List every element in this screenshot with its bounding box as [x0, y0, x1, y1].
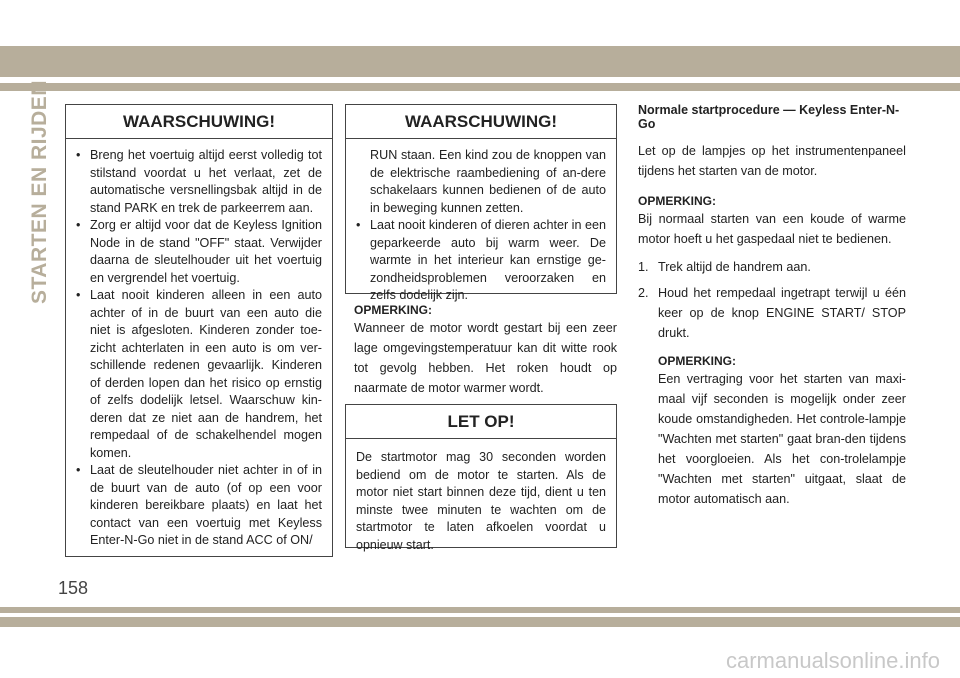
- step-item: [638, 257, 906, 277]
- caution-box: [345, 404, 617, 552]
- step-number: 2.: [638, 286, 649, 300]
- note-label: OPMERKING:: [354, 303, 432, 317]
- warning-list-2: [356, 217, 606, 305]
- warning-continuation: RUN staan. Een kind zou de knoppen van de elektrische raambediening of an-dere schakelaars kunnen bedienen of de auto in beweging kunnen zetten.: [370, 148, 606, 215]
- warning-box-1: [65, 104, 333, 557]
- steps-list: [638, 257, 906, 343]
- section-note-text: Bij normaal starten van een koude of warme motor hoeft u het gaspedaal niet te bedienen.: [638, 212, 906, 246]
- warning-list-1: [76, 147, 322, 550]
- caution-text: De startmotor mag 30 seconden worden bediend om de motor te starten. Als de motor niet start binnen deze tijd, dient u ten minste twee minuten te wachten om de startmotor te laten afkoelen voordat u opnieuw start.: [356, 450, 606, 552]
- step-number: 1.: [638, 260, 649, 274]
- step-note-text: Een vertraging voor het starten van maxi-maal vijf seconden is mogelijk onder zeer koude omstandigheden. Het controle-lampje "Wachten met starten" gaat bran-den tijdens het voorgloeien. Als het con-trolelampje "Wachten met starten" uitgaat, slaat de motor automatisch aan.: [658, 372, 906, 506]
- header-band: [0, 46, 960, 77]
- note-block-1: [354, 302, 617, 398]
- warning-box-2: [345, 104, 617, 302]
- warning-item: • Laat nooit kinderen alleen in een auto achter of in de buurt van een auto die niet is afgesloten. Kinderen zonder toe-zicht achterlaten in een auto is om ver-schillende redenen gevaarlijk. Kinderen of derden lopen dan het risico op ernstig of zelfs dodelijk letsel. Waarschuw kin-deren dat ze niet aan de handrem, het rempedaal of de schakelhendel mogen komen.: [76, 287, 322, 462]
- step-text: Houd het rempedaal ingetrapt terwijl u één keer op de knop ENGINE START/ STOP drukt.: [658, 286, 906, 340]
- section-heading: Normale startprocedure — Keyless Enter-N-Go: [638, 103, 900, 131]
- warning-item: • Laat de sleutelhouder niet achter in of in de buurt van de auto (of op een voor kinderen bereikbare plaats) en laat het contact van een voertuig met Keyless Enter-N-Go niet in de stand ACC of ON/: [76, 462, 322, 550]
- watermark-text: carmanualsonline.info: [725, 648, 940, 673]
- step-note: [638, 353, 906, 509]
- side-chapter-title: [27, 80, 53, 304]
- section-column: [638, 103, 906, 509]
- header-stripe: [0, 83, 960, 91]
- note-text: Wanneer de motor wordt gestart bij een zeer lage omgevingstemperatuur kan dit witte rook tot gevolg hebben. Het roken houdt op naarmate de motor warmer wordt.: [354, 321, 617, 395]
- caution-title: LET OP!: [346, 405, 616, 439]
- footer-stripe: [0, 607, 960, 613]
- section-note-label: OPMERKING:: [638, 194, 716, 208]
- section-intro: Let op de lampjes op het instrumentenpaneel tijdens het starten van de motor.: [638, 144, 906, 178]
- warning-title-1: WAARSCHUWING!: [66, 105, 332, 139]
- step-note-label: OPMERKING:: [658, 354, 736, 368]
- warning-title-2: WAARSCHUWING!: [346, 105, 616, 139]
- warning-item: • Zorg er altijd voor dat de Keyless Ignition Node in de stand "OFF" staat. Verwijder daarna de sleutelhouder uit het voertuig en vergrendel het voertuig.: [76, 217, 322, 287]
- step-item: [638, 283, 906, 343]
- footer-band: [0, 617, 960, 627]
- warning-item: • Breng het voertuig altijd eerst volledig tot stilstand voordat u het verlaat, zet de automatische versnellingsbak altijd in de stand PARK en trek de parkeerrem aan.: [76, 147, 322, 217]
- top-margin: [0, 0, 960, 46]
- step-text: Trek altijd de handrem aan.: [658, 260, 811, 274]
- side-chapter-title-text: STARTEN EN RIJDEN: [28, 80, 51, 304]
- warning-item: • Laat nooit kinderen of dieren achter in een geparkeerde auto bij warm weer. De warmte in het interieur kan ernstige ge-zondheidsproblemen veroorzaken en zelfs dodelijk zijn.: [356, 217, 606, 305]
- page-number: 158: [58, 578, 89, 598]
